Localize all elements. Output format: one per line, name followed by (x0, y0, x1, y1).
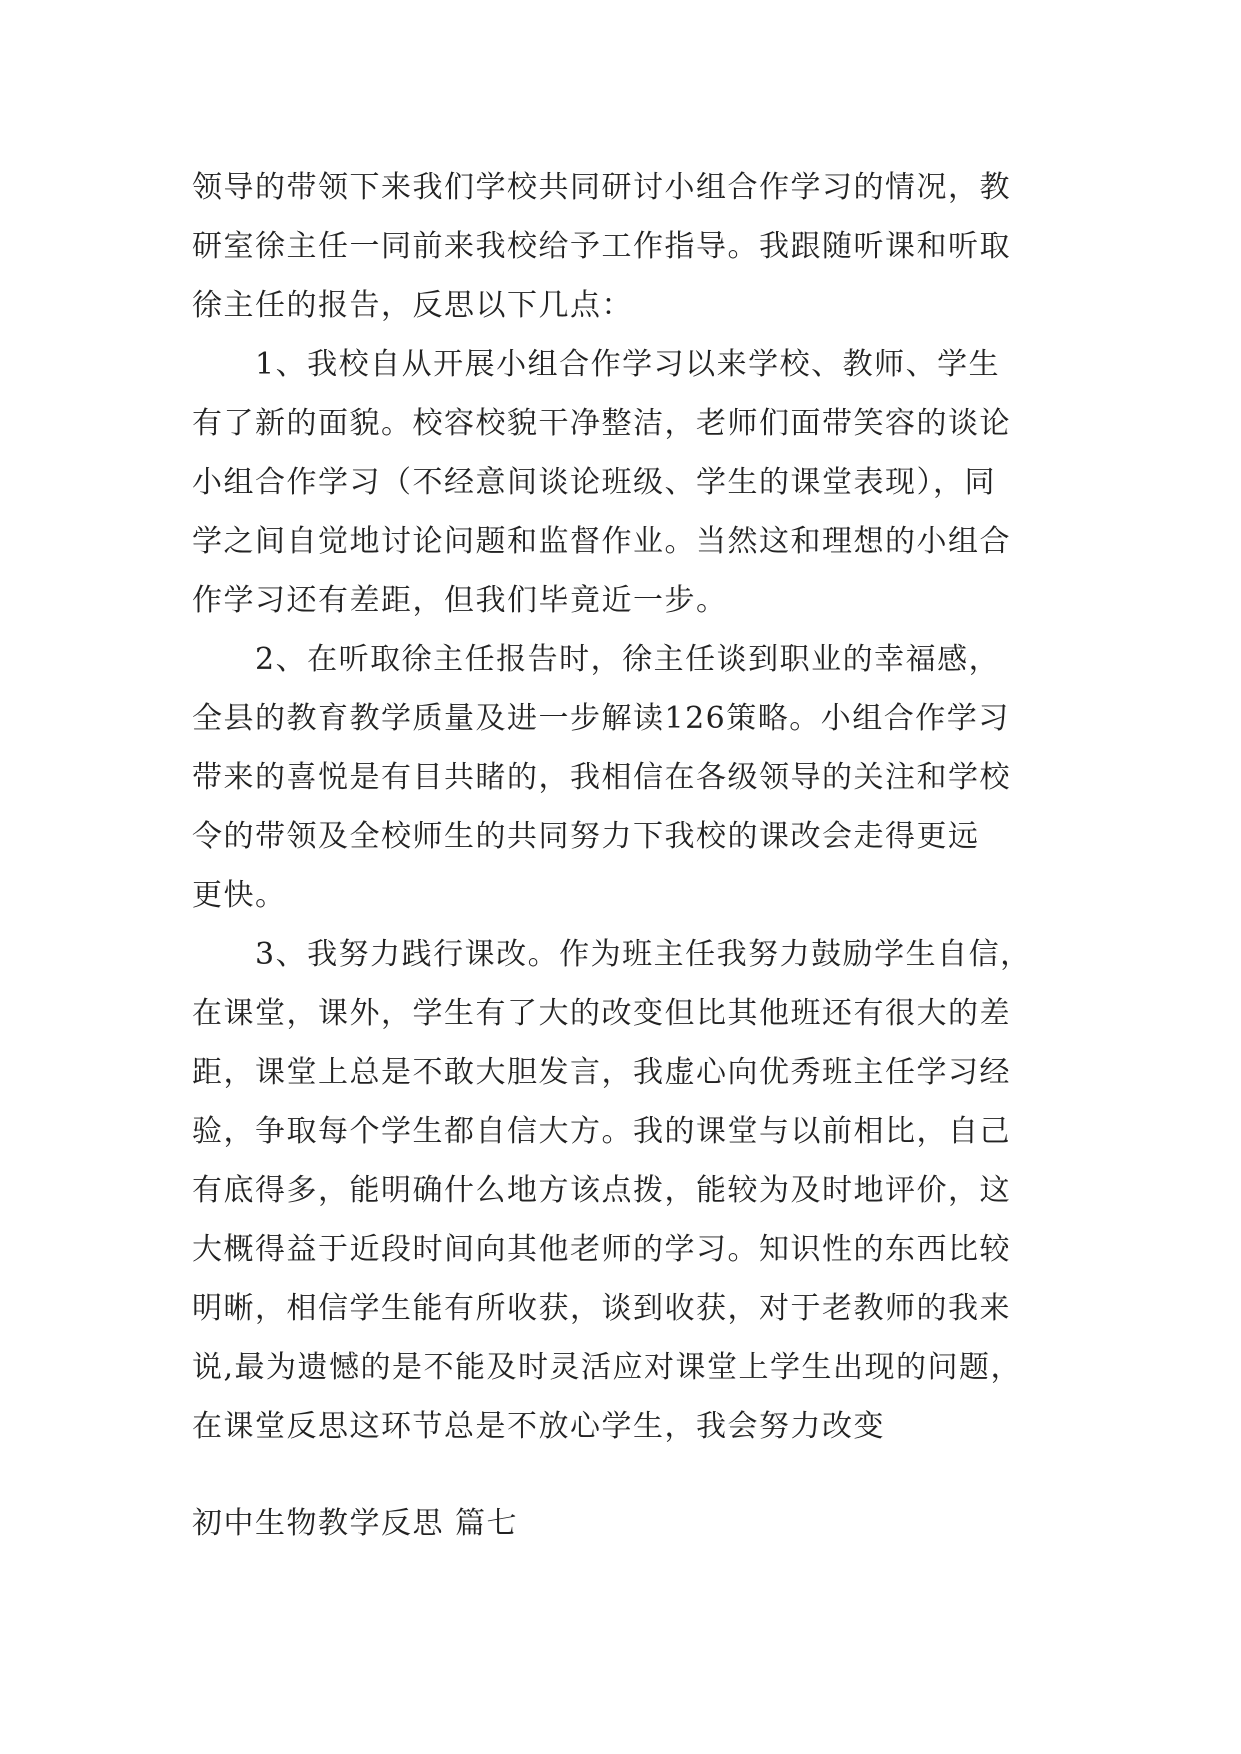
text-line: 领导的带领下来我们学校共同研讨小组合作学习的情况，教 (192, 170, 1011, 205)
paragraph-1-start: 1、我校自从开展小组合作学习以来学校、教师、学生 (255, 347, 1001, 382)
text-line: 在课堂反思这环节总是不放心学生，我会努力改变 (192, 1409, 885, 1444)
text-line: 在课堂，课外，学生有了大的改变但比其他班还有很大的差 (192, 996, 1011, 1031)
text-line: 全县的教育教学质量及进一步解读126策略。小组合作学习 (192, 701, 1010, 736)
text-line: 验，争取每个学生都自信大方。我的课堂与以前相比，自己 (192, 1114, 1011, 1149)
text-line: 更快。 (192, 878, 287, 913)
text-line: 带来的喜悦是有目共睹的，我相信在各级领导的关注和学校 (192, 760, 1011, 795)
text-line: 徐主任的报告，反思以下几点： (192, 288, 633, 323)
text-line: 说,最为遗憾的是不能及时灵活应对课堂上学生出现的问题， (192, 1350, 1023, 1385)
text-line: 学之间自觉地讨论问题和监督作业。当然这和理想的小组合 (192, 524, 1011, 559)
text-line: 距，课堂上总是不敢大胆发言，我虚心向优秀班主任学习经 (192, 1055, 1011, 1090)
text-line: 有了新的面貌。校容校貌干净整洁，老师们面带笑容的谈论 (192, 406, 1011, 441)
paragraph-3-start: 3、我努力践行课改。作为班主任我努力鼓励学生自信， (255, 937, 1032, 972)
text-line: 明晰，相信学生能有所收获，谈到收获，对于老教师的我来 (192, 1291, 1011, 1326)
text-line: 小组合作学习（不经意间谈论班级、学生的课堂表现），同 (192, 465, 996, 500)
paragraph-2-start: 2、在听取徐主任报告时，徐主任谈到职业的幸福感， (255, 642, 1001, 677)
text-line: 研室徐主任一同前来我校给予工作指导。我跟随听课和听取 (192, 229, 1011, 264)
body-text (192, 158, 1062, 1456)
text-line: 作学习还有差距，但我们毕竟近一步。 (192, 583, 728, 618)
text-line: 令的带领及全校师生的共同努力下我校的课改会走得更远 (192, 819, 980, 854)
text-line: 大概得益于近段时间向其他老师的学习。知识性的东西比较 (192, 1232, 1011, 1267)
text-line: 有底得多，能明确什么地方该点拨，能较为及时地评价，这 (192, 1173, 1011, 1208)
section-heading: 初中生物教学反思 篇七 (192, 1506, 519, 1541)
